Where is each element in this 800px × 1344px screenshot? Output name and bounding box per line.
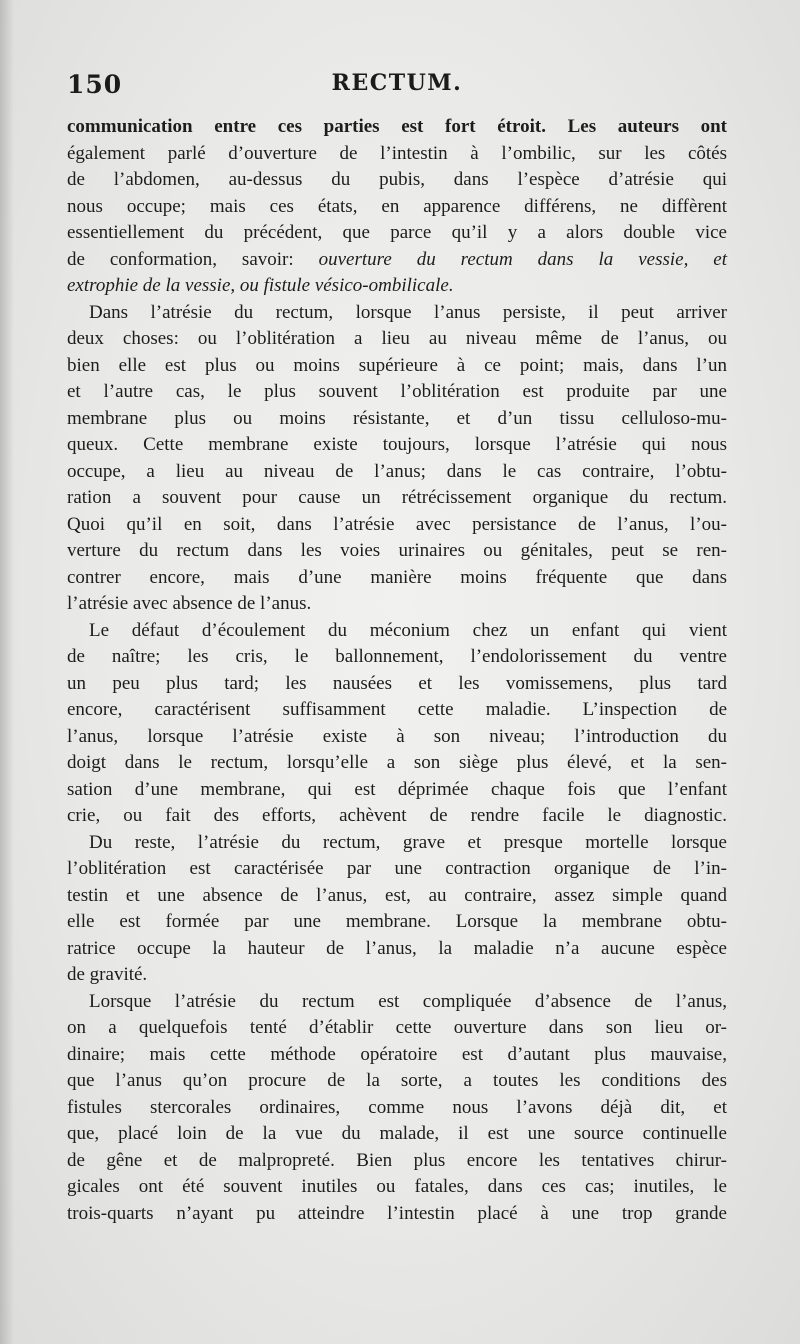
text-line: de naître; les cris, le ballonnement, l’endolorissement du ventre bbox=[67, 646, 727, 667]
text-line: bien elle est plus ou moins supérieure à ce point; mais, dans l’un bbox=[67, 354, 727, 376]
text-line: Du reste, l’atrésie du rectum, grave et presque mortelle lorsque bbox=[89, 831, 727, 853]
text-line: sation d’une membrane, qui est déprimée chaque fois que l’enfant bbox=[67, 778, 727, 800]
text-line: trois-quarts n’ayant pu atteindre l’intestin placé à une trop grande bbox=[67, 1202, 727, 1224]
text-line: ration a souvent pour cause un rétrécissement organique du rectum. bbox=[67, 487, 727, 508]
text-line: elle est formée par une membrane. Lorsque la membrane obtu- bbox=[67, 911, 727, 932]
text-line: essentiellement du précédent, que parce qu’il y a alors double vice bbox=[67, 222, 727, 243]
text-line: l’oblitération est caractérisée par une contraction organique de l’in- bbox=[67, 858, 727, 879]
text-line: et l’autre cas, le plus souvent l’oblitération est produite par une bbox=[67, 381, 727, 402]
body-text bbox=[67, 114, 727, 1227]
text-line: doigt dans le rectum, lorsqu’elle a son siège plus élevé, et la sen- bbox=[67, 752, 727, 773]
text-line: encore, caractérisent suffisamment cette maladie. L’inspection de bbox=[67, 699, 727, 720]
text-line: de gravité. bbox=[67, 964, 148, 985]
text-line: deux choses: ou l’oblitération a lieu au niveau même de l’anus, ou bbox=[67, 328, 727, 349]
text-line: un peu plus tard; les nausées et les vomissemens, plus tard bbox=[67, 672, 727, 694]
text-line: dinaire; mais cette méthode opératoire est d’autant plus mauvaise, bbox=[67, 1043, 727, 1065]
text-line: l’atrésie avec absence de l’anus. bbox=[67, 593, 312, 614]
text-line: occupe, a lieu au niveau de l’anus; dans le cas contraire, l’obtu- bbox=[67, 460, 727, 482]
paragraph-2 bbox=[67, 300, 727, 618]
text-line: que, placé loin de la vue du malade, il est une source continuelle bbox=[67, 1123, 727, 1144]
running-title: RECTUM. bbox=[331, 70, 463, 96]
text-line: contrer encore, mais d’une manière moins fréquente que dans bbox=[67, 566, 727, 588]
paragraph-1 bbox=[67, 114, 727, 300]
page-number: 150 bbox=[67, 70, 123, 99]
text-line: queux. Cette membrane existe toujours, lorsque l’atrésie qui nous bbox=[67, 434, 727, 455]
paragraph-5 bbox=[67, 989, 727, 1228]
paragraph-3 bbox=[67, 618, 727, 830]
text-line: Le défaut d’écoulement du méconium chez un enfant qui vient bbox=[89, 619, 727, 641]
text-line: membrane plus ou moins résistante, et d’un tissu celluloso-mu- bbox=[67, 407, 727, 429]
text-line: Quoi qu’il en soit, dans l’atrésie avec persistance de l’anus, l’ou- bbox=[67, 513, 727, 535]
text-line: communication entre ces parties est fort étroit. Les auteurs ont bbox=[67, 116, 727, 137]
text-line: verture du rectum dans les voies urinaires ou génitales, peut se ren- bbox=[67, 540, 727, 561]
text-line: crie, ou fait des efforts, achèvent de rendre facile le diagnostic. bbox=[67, 805, 727, 826]
text-line: Lorsque l’atrésie du rectum est compliquée d’absence de l’anus, bbox=[89, 990, 727, 1012]
text-line: gicales ont été souvent inutiles ou fatales, dans ces cas; inutiles, le bbox=[67, 1176, 727, 1197]
italic-phrase: ouverture du rectum dans la vessie, et bbox=[318, 248, 728, 270]
text-line: que l’anus qu’on procure de la sorte, a toutes les conditions des bbox=[67, 1070, 727, 1091]
text-line: on a quelquefois tenté d’établir cette ouverture dans son lieu or- bbox=[67, 1017, 727, 1038]
page-header bbox=[67, 70, 727, 104]
text-line: de conformation, savoir: ouverture du rectum dans la vessie, et bbox=[67, 248, 728, 270]
text-line: fistules stercorales ordinaires, comme nous l’avons déjà dit, et bbox=[67, 1096, 727, 1118]
text-line: l’anus, lorsque l’atrésie existe à son niveau; l’introduction du bbox=[67, 725, 727, 747]
text-line: extrophie de la vessie, ou fistule vésico-ombilicale. bbox=[67, 275, 454, 296]
paragraph-4 bbox=[67, 830, 727, 989]
page-gutter-shadow bbox=[0, 0, 14, 1344]
text-line: de l’abdomen, au-dessus du pubis, dans l’espèce d’atrésie qui bbox=[67, 169, 727, 190]
text-line: également parlé d’ouverture de l’intestin à l’ombilic, sur les côtés bbox=[67, 142, 727, 164]
text-line: Dans l’atrésie du rectum, lorsque l’anus persiste, il peut arriver bbox=[89, 301, 727, 323]
text-line: de gêne et de malpropreté. Bien plus encore les tentatives chirur- bbox=[67, 1149, 727, 1171]
text-line: nous occupe; mais ces états, en apparence différens, ne diffèrent bbox=[67, 195, 727, 217]
text-line: ratrice occupe la hauteur de l’anus, la maladie n’a aucune espèce bbox=[67, 937, 727, 959]
text-line: testin et une absence de l’anus, est, au contraire, assez simple quand bbox=[67, 884, 727, 906]
